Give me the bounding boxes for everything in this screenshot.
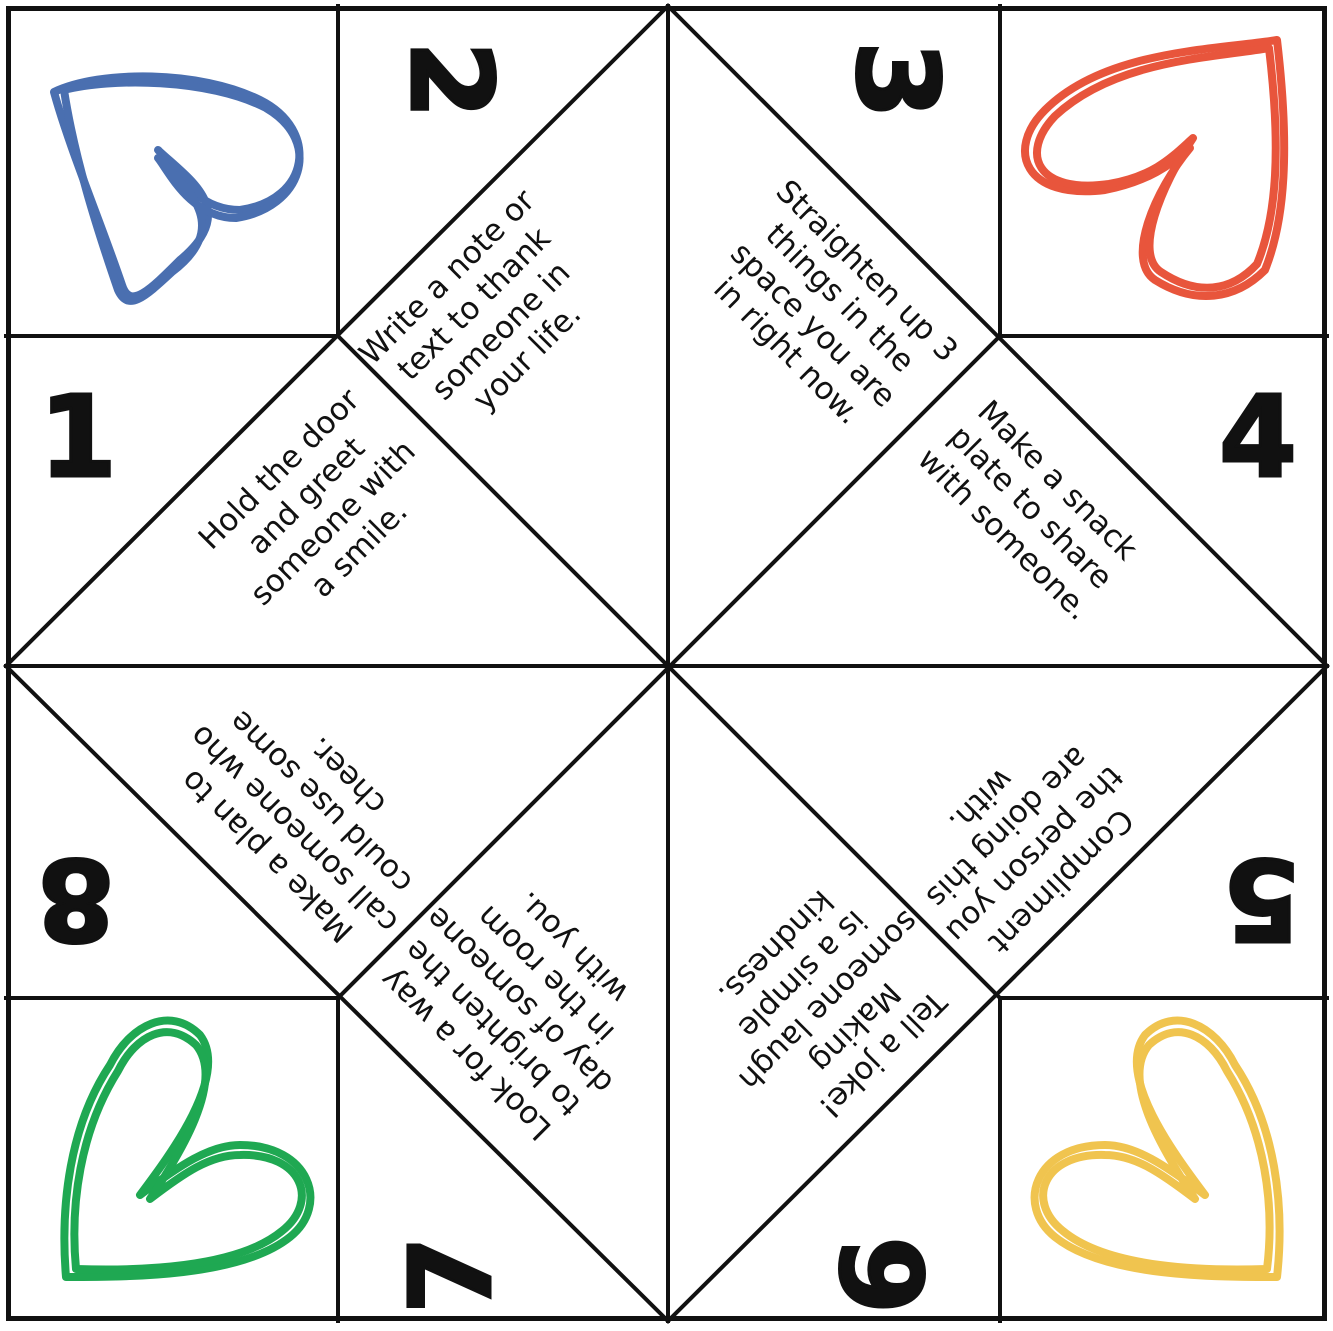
number-8: 8 <box>37 833 115 963</box>
green-heart-icon <box>50 1015 330 1295</box>
number-4: 4 <box>1219 373 1297 503</box>
number-2: 2 <box>385 41 515 119</box>
prompt-4: Make a snack plate to share with someone. <box>910 393 1145 628</box>
number-1: 1 <box>39 373 117 503</box>
prompt-8: Make a plan to call someone who could use some cheer. <box>173 703 420 950</box>
prompt-5: Compliment the person you are doing this with. <box>919 739 1141 961</box>
number-6: 6 <box>820 1236 950 1314</box>
red-heart-icon <box>1015 30 1295 310</box>
prompt-1: Hold the door and greet someone with a smile. <box>191 381 423 613</box>
number-7: 7 <box>387 1236 517 1314</box>
number-3: 3 <box>831 41 961 119</box>
yellow-heart-icon <box>1015 1015 1295 1295</box>
prompt-2: Write a note or text to thank someone in your life. <box>352 182 589 419</box>
prompt-3: Straighten up 3 things in the space you are in right now. <box>705 173 965 432</box>
blue-heart-icon <box>40 60 320 320</box>
number-5: 5 <box>1223 833 1301 963</box>
prompt-6: Tell a joke! Making someone laugh is a simple kindness. <box>710 882 954 1126</box>
prompt-7: Look for a way to brighten the day of someone in the room with you. <box>373 884 636 1147</box>
